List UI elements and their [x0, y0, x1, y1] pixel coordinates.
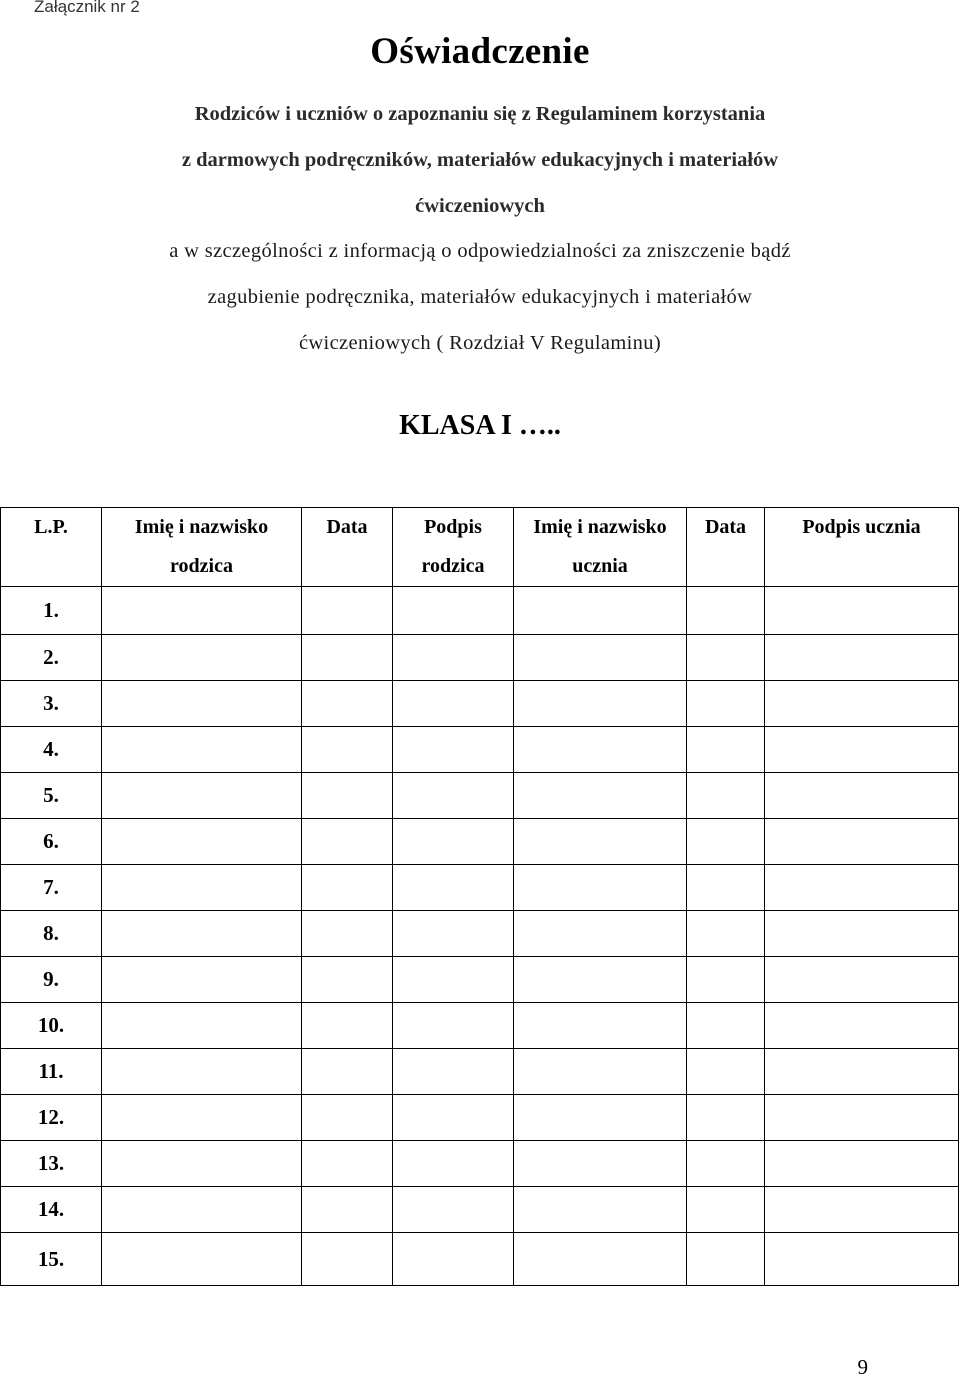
- intro-line: Rodziców i uczniów o zapoznaniu się z Regulaminem korzystania: [194, 103, 766, 125]
- student-date-cell[interactable]: [687, 1003, 765, 1049]
- student-name-cell[interactable]: [514, 681, 687, 727]
- student-name-cell[interactable]: [514, 865, 687, 911]
- table-row: [1, 1141, 959, 1187]
- parent-date-cell[interactable]: [302, 773, 393, 819]
- parent-signature-cell[interactable]: [393, 1187, 514, 1233]
- header-student-signature: [765, 508, 959, 587]
- header-text: rodzica: [421, 555, 485, 577]
- parent-name-cell[interactable]: [102, 911, 302, 957]
- student-name-cell[interactable]: [514, 1187, 687, 1233]
- student-signature-cell[interactable]: [765, 1233, 959, 1286]
- parent-date-cell[interactable]: [302, 635, 393, 681]
- student-name-cell[interactable]: [514, 727, 687, 773]
- student-name-cell[interactable]: [514, 1141, 687, 1187]
- header-text: Podpis: [424, 516, 482, 538]
- parent-name-cell[interactable]: [102, 1003, 302, 1049]
- intro-line: zagubienie podręcznika, materiałów edukacyjnych i materiałów: [207, 286, 753, 309]
- table-row: [1, 635, 959, 681]
- intro-line: z darmowych podręczników, materiałów edukacyjnych i materiałów: [181, 148, 779, 171]
- header-text: Podpis ucznia: [802, 516, 921, 538]
- student-date-cell[interactable]: [687, 1141, 765, 1187]
- parent-date-cell[interactable]: [302, 957, 393, 1003]
- parent-signature-cell[interactable]: [393, 727, 514, 773]
- student-name-cell[interactable]: [514, 957, 687, 1003]
- student-name-cell[interactable]: [514, 1233, 687, 1286]
- parent-date-cell[interactable]: [302, 819, 393, 865]
- row-number-cell: 2.: [1, 635, 102, 681]
- parent-date-cell[interactable]: [302, 587, 393, 635]
- header-text: L.P.: [34, 516, 68, 538]
- student-signature-cell[interactable]: [765, 865, 959, 911]
- row-number-cell: 5.: [1, 773, 102, 819]
- parent-name-cell[interactable]: [102, 865, 302, 911]
- parent-name-cell[interactable]: [102, 1049, 302, 1095]
- parent-name-cell[interactable]: [102, 1141, 302, 1187]
- student-date-cell[interactable]: [687, 1233, 765, 1286]
- student-date-cell[interactable]: [687, 957, 765, 1003]
- parent-signature-cell[interactable]: [393, 1049, 514, 1095]
- student-signature-cell[interactable]: [765, 773, 959, 819]
- student-date-cell[interactable]: [687, 773, 765, 819]
- intro-line: ćwiczeniowych ( Rozdział V Regulaminu): [298, 331, 662, 354]
- parent-date-cell[interactable]: [302, 727, 393, 773]
- row-number-cell: 9.: [1, 957, 102, 1003]
- parent-date-cell[interactable]: [302, 1141, 393, 1187]
- parent-name-cell[interactable]: [102, 681, 302, 727]
- row-number-cell: 1.: [1, 587, 102, 635]
- parent-name-cell[interactable]: [102, 773, 302, 819]
- attachment-label: Załącznik nr 2: [34, 0, 140, 16]
- parent-name-cell[interactable]: [102, 1095, 302, 1141]
- parent-name-cell[interactable]: [102, 587, 302, 635]
- table-row: [1, 819, 959, 865]
- header-text: Imię i nazwisko: [533, 516, 667, 538]
- parent-signature-cell[interactable]: [393, 1095, 514, 1141]
- student-name-cell[interactable]: [514, 587, 687, 635]
- parent-signature-cell[interactable]: [393, 1141, 514, 1187]
- table-header-row: [1, 508, 959, 587]
- student-name-cell[interactable]: [514, 911, 687, 957]
- student-date-cell[interactable]: [687, 865, 765, 911]
- parent-signature-cell[interactable]: [393, 587, 514, 635]
- student-date-cell[interactable]: [687, 587, 765, 635]
- parent-signature-cell[interactable]: [393, 681, 514, 727]
- page-number: 9: [857, 1355, 868, 1379]
- student-signature-cell[interactable]: [765, 957, 959, 1003]
- row-number-cell: 8.: [1, 911, 102, 957]
- parent-date-cell[interactable]: [302, 865, 393, 911]
- student-date-cell[interactable]: [687, 635, 765, 681]
- parent-name-cell[interactable]: [102, 635, 302, 681]
- row-number-cell: 7.: [1, 865, 102, 911]
- parent-signature-cell[interactable]: [393, 957, 514, 1003]
- student-signature-cell[interactable]: [765, 911, 959, 957]
- header-lp: [1, 508, 102, 587]
- student-name-cell[interactable]: [514, 1049, 687, 1095]
- student-signature-cell[interactable]: [765, 1049, 959, 1095]
- row-number-cell: 6.: [1, 819, 102, 865]
- table-row: [1, 1233, 959, 1286]
- header-text: Data: [326, 516, 368, 538]
- row-number-cell: 13.: [1, 1141, 102, 1187]
- header-parent-date: [302, 508, 393, 587]
- student-signature-cell[interactable]: [765, 819, 959, 865]
- row-number-cell: 11.: [1, 1049, 102, 1095]
- student-signature-cell[interactable]: [765, 1003, 959, 1049]
- student-name-cell[interactable]: [514, 773, 687, 819]
- student-signature-cell[interactable]: [765, 635, 959, 681]
- table-row: [1, 773, 959, 819]
- parent-signature-cell[interactable]: [393, 1233, 514, 1286]
- header-text: Imię i nazwisko: [134, 516, 269, 538]
- student-date-cell[interactable]: [687, 727, 765, 773]
- table-row: [1, 911, 959, 957]
- signature-table: [0, 507, 959, 1286]
- table-row: [1, 1003, 959, 1049]
- table-row: [1, 957, 959, 1003]
- parent-signature-cell[interactable]: [393, 635, 514, 681]
- header-text: ucznia: [572, 555, 628, 577]
- parent-name-cell[interactable]: [102, 727, 302, 773]
- header-student-name: [514, 508, 687, 587]
- table-row: [1, 727, 959, 773]
- student-signature-cell[interactable]: [765, 1187, 959, 1233]
- row-number-cell: 10.: [1, 1003, 102, 1049]
- parent-name-cell[interactable]: [102, 1187, 302, 1233]
- row-number-cell: 14.: [1, 1187, 102, 1233]
- header-parent-signature: [393, 508, 514, 587]
- header-text: Data: [704, 516, 747, 538]
- student-date-cell[interactable]: [687, 1049, 765, 1095]
- table-row: [1, 1095, 959, 1141]
- declaration-intro: [0, 98, 960, 373]
- parent-date-cell[interactable]: [302, 1095, 393, 1141]
- parent-signature-cell[interactable]: [393, 911, 514, 957]
- row-number-cell: 3.: [1, 681, 102, 727]
- row-number-cell: 15.: [1, 1233, 102, 1286]
- parent-date-cell[interactable]: [302, 1003, 393, 1049]
- parent-date-cell[interactable]: [302, 1187, 393, 1233]
- parent-name-cell[interactable]: [102, 819, 302, 865]
- header-student-date: [687, 508, 765, 587]
- student-name-cell[interactable]: [514, 635, 687, 681]
- parent-date-cell[interactable]: [302, 681, 393, 727]
- parent-signature-cell[interactable]: [393, 773, 514, 819]
- table-row: [1, 865, 959, 911]
- intro-line: a w szczególności z informacją o odpowiedzialności za zniszczenie bądź: [169, 240, 791, 263]
- document-title: Oświadczenie: [370, 31, 590, 72]
- intro-line: ćwiczeniowych: [415, 194, 545, 217]
- student-date-cell[interactable]: [687, 1095, 765, 1141]
- parent-date-cell[interactable]: [302, 911, 393, 957]
- parent-signature-cell[interactable]: [393, 865, 514, 911]
- parent-date-cell[interactable]: [302, 1233, 393, 1286]
- student-date-cell[interactable]: [687, 681, 765, 727]
- parent-date-cell[interactable]: [302, 1049, 393, 1095]
- student-signature-cell[interactable]: [765, 1095, 959, 1141]
- class-label: KLASA I …..: [399, 410, 561, 441]
- student-signature-cell[interactable]: [765, 681, 959, 727]
- table-row: [1, 1187, 959, 1233]
- table-row: [1, 1049, 959, 1095]
- student-date-cell[interactable]: [687, 819, 765, 865]
- student-date-cell[interactable]: [687, 1187, 765, 1233]
- table-row: [1, 681, 959, 727]
- student-signature-cell[interactable]: [765, 727, 959, 773]
- header-parent-name: [102, 508, 302, 587]
- student-signature-cell[interactable]: [765, 1141, 959, 1187]
- header-text: rodzica: [170, 555, 233, 577]
- row-number-cell: 12.: [1, 1095, 102, 1141]
- parent-name-cell[interactable]: [102, 957, 302, 1003]
- student-name-cell[interactable]: [514, 1095, 687, 1141]
- parent-name-cell[interactable]: [102, 1233, 302, 1286]
- student-name-cell[interactable]: [514, 1003, 687, 1049]
- student-signature-cell[interactable]: [765, 587, 959, 635]
- row-number-cell: 4.: [1, 727, 102, 773]
- student-name-cell[interactable]: [514, 819, 687, 865]
- student-date-cell[interactable]: [687, 911, 765, 957]
- table-row: [1, 587, 959, 635]
- parent-signature-cell[interactable]: [393, 1003, 514, 1049]
- parent-signature-cell[interactable]: [393, 819, 514, 865]
